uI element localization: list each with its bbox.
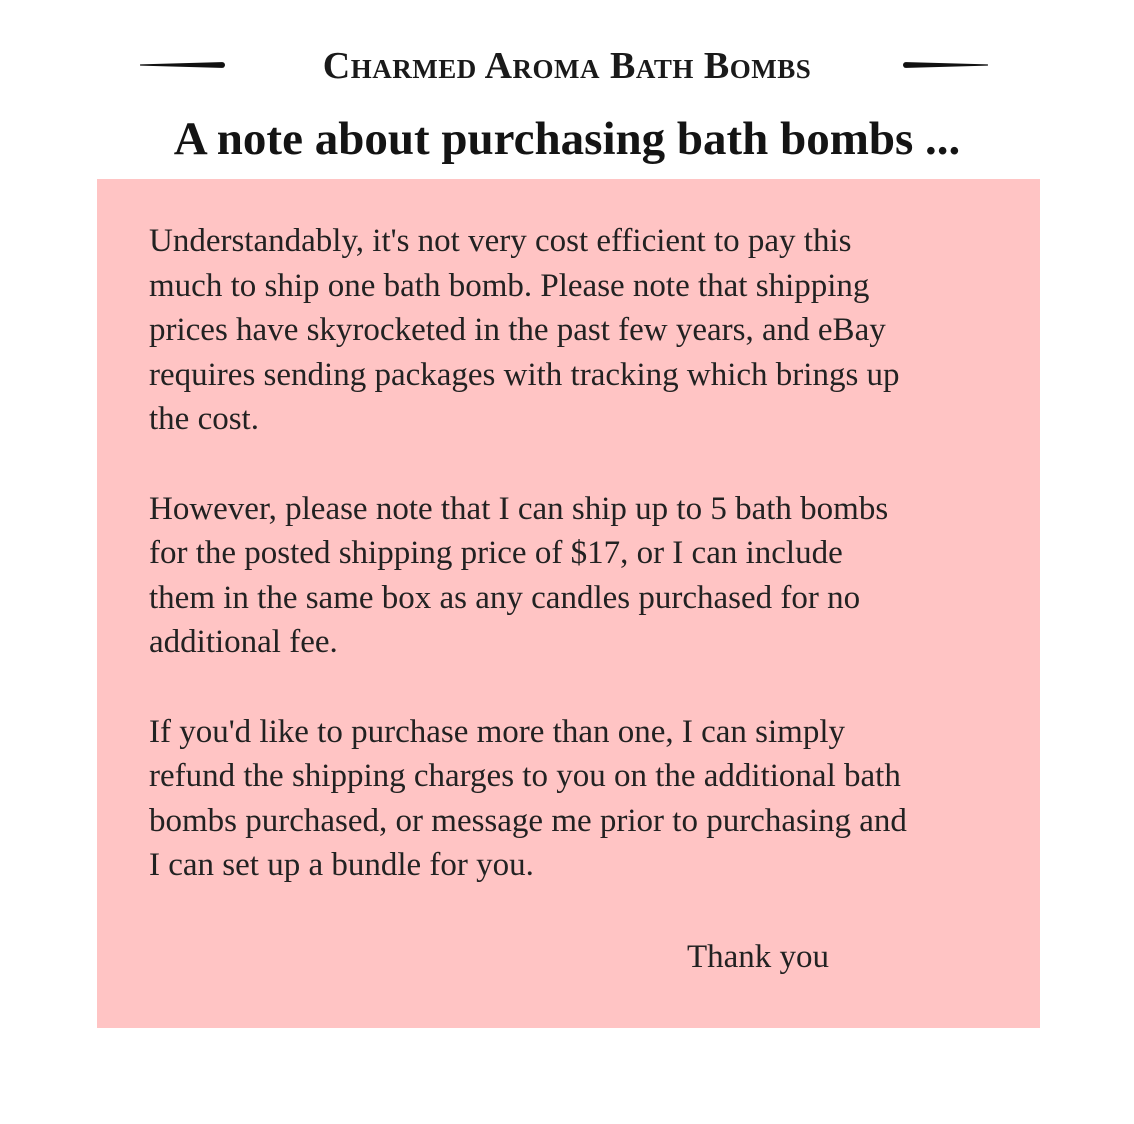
note-panel <box>97 179 1040 1028</box>
note-paragraph-shipping-cost: Understandably, it's not very cost efficient to pay this much to ship one bath bomb. Please note that shipping prices have skyrocketed in the past few years, and eBay requires sending packages with tracking which brings up the cost. <box>149 223 900 437</box>
note-paragraph-bundle-shipping: However, please note that I can ship up to 5 bath bombs for the posted shipping price of $17, or I can include them in the same box as any candles purchased for no additional fee. <box>149 490 889 660</box>
signoff: Thank you <box>687 939 830 975</box>
page-title: A note about purchasing bath bombs ... <box>173 113 961 165</box>
brand-header <box>0 36 1134 92</box>
brand-name: Charmed Aroma Bath Bombs <box>322 45 812 87</box>
note-paragraph-refund-option: If you'd like to purchase more than one, I can simply refund the shipping charges to you on the additional bath bombs purchased, or message me prior to purchasing and I can set up a bundle for you. <box>149 713 907 883</box>
